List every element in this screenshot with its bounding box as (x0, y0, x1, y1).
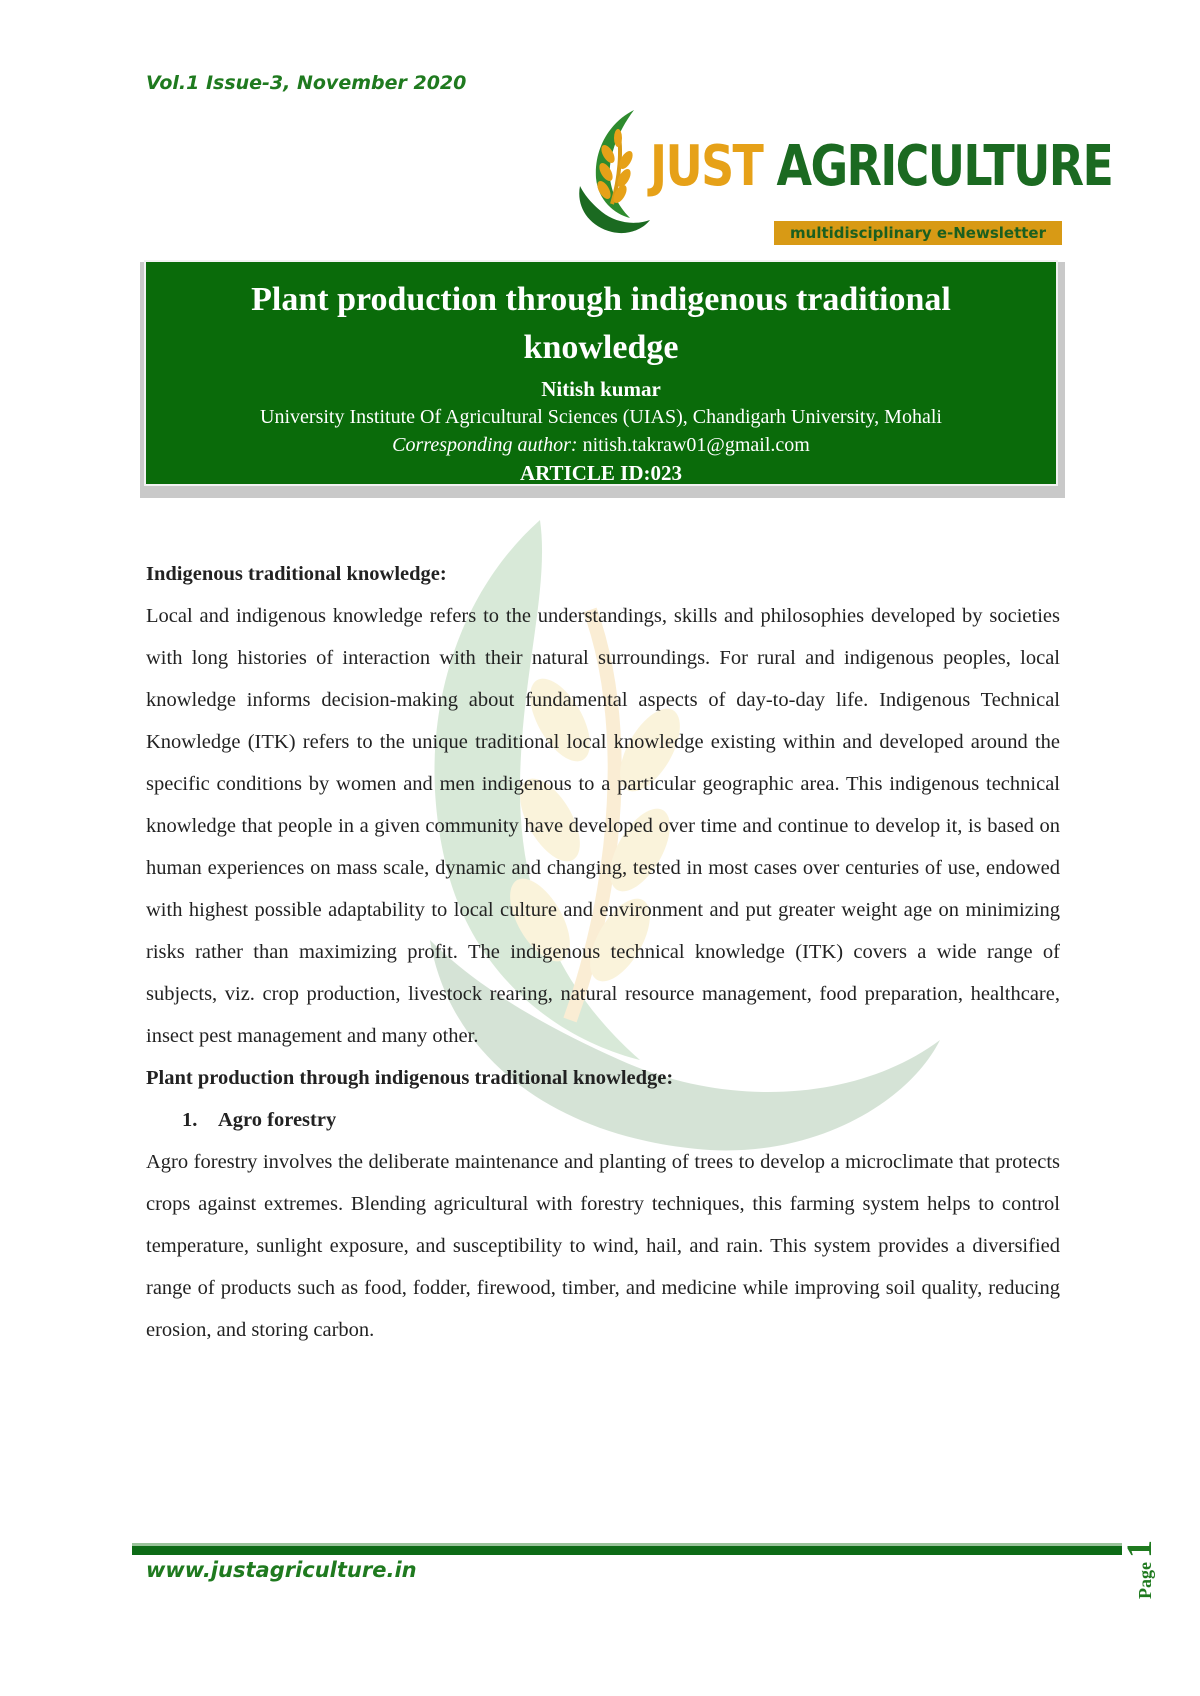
article-id: ARTICLE ID:023 (519, 461, 683, 485)
section-paragraph-indigenous-knowledge: Local and indigenous knowledge refers to the understandings, skills and philosophies developed by societies with long histories of interaction with their natural surroundings. For rural and indigenous peoples, local knowledge informs decision-making about fundamental aspects of day-to-day life. Indigenous Technical Knowledge (ITK) refers to the unique traditional local knowledge existing within and developed around the specific conditions by women and men indigenous to a particular geographic area. This indigenous technical knowledge that people in a given community have developed over time and continue to develop it, is based on human experiences on mass scale, dynamic and changing, tested in most cases over centuries of use, endowed with highest possible adaptability to local culture and environment and put greater weight age on minimizing risks rather than maximizing profit. The indigenous technical knowledge (ITK) covers a wide range of subjects, viz. crop production, livestock rearing, natural resource management, food preparation, healthcare, insect pest management and many other. (146, 605, 1060, 1047)
page-number-block (1118, 1540, 1158, 1650)
logo-tagline: multidisciplinary e-Newsletter (774, 221, 1062, 245)
article-title-box (144, 260, 1058, 486)
issue-info: Vol.1 Issue-3, November 2020 (146, 72, 467, 94)
page-label: Page (1135, 1562, 1155, 1599)
wheat-leaf-logo-icon (572, 108, 662, 238)
website-link[interactable]: www.justagriculture.in (146, 1558, 417, 1582)
section-heading-plant-production: Plant production through indigenous traditional knowledge: (146, 1067, 674, 1089)
section-heading-indigenous-knowledge: Indigenous traditional knowledge: (146, 563, 447, 585)
subsection-number: 1. (182, 1109, 198, 1131)
author-name: Nitish kumar (541, 377, 661, 401)
section-paragraph-agro-forestry: Agro forestry involves the deliberate maintenance and planting of trees to develop a microclimate that protects crops against extremes. Blending agricultural with forestry techniques, this farming system helps to control temperature, sunlight exposure, and susceptibility to wind, hail, and rain. This system provides a diversified range of products such as food, fodder, firewood, timber, and medicine while improving soil quality, reducing erosion, and storing carbon. (146, 1151, 1060, 1341)
logo-word-agriculture: AGRICULTURE (776, 134, 1113, 199)
logo-wordmark (650, 134, 1112, 199)
article-body (146, 553, 1060, 1351)
subsection-heading-agro-forestry (146, 1099, 1060, 1141)
corresponding-author-label: Corresponding author: (392, 434, 578, 456)
article-title: Plant production through indigenous traditional knowledge (251, 281, 951, 366)
corresponding-email[interactable]: nitish.takraw01@gmail.com (582, 434, 810, 456)
corresponding-author (146, 431, 1056, 459)
footer-divider (132, 1543, 1122, 1555)
page-number: 1 (1119, 1540, 1159, 1558)
logo-word-just: JUST (650, 134, 763, 199)
just-agriculture-logo (572, 108, 1113, 248)
subsection-title: Agro forestry (218, 1109, 337, 1131)
author-affiliation: University Institute Of Agricultural Sciences (UIAS), Chandigarh University, Mohali (260, 406, 942, 428)
